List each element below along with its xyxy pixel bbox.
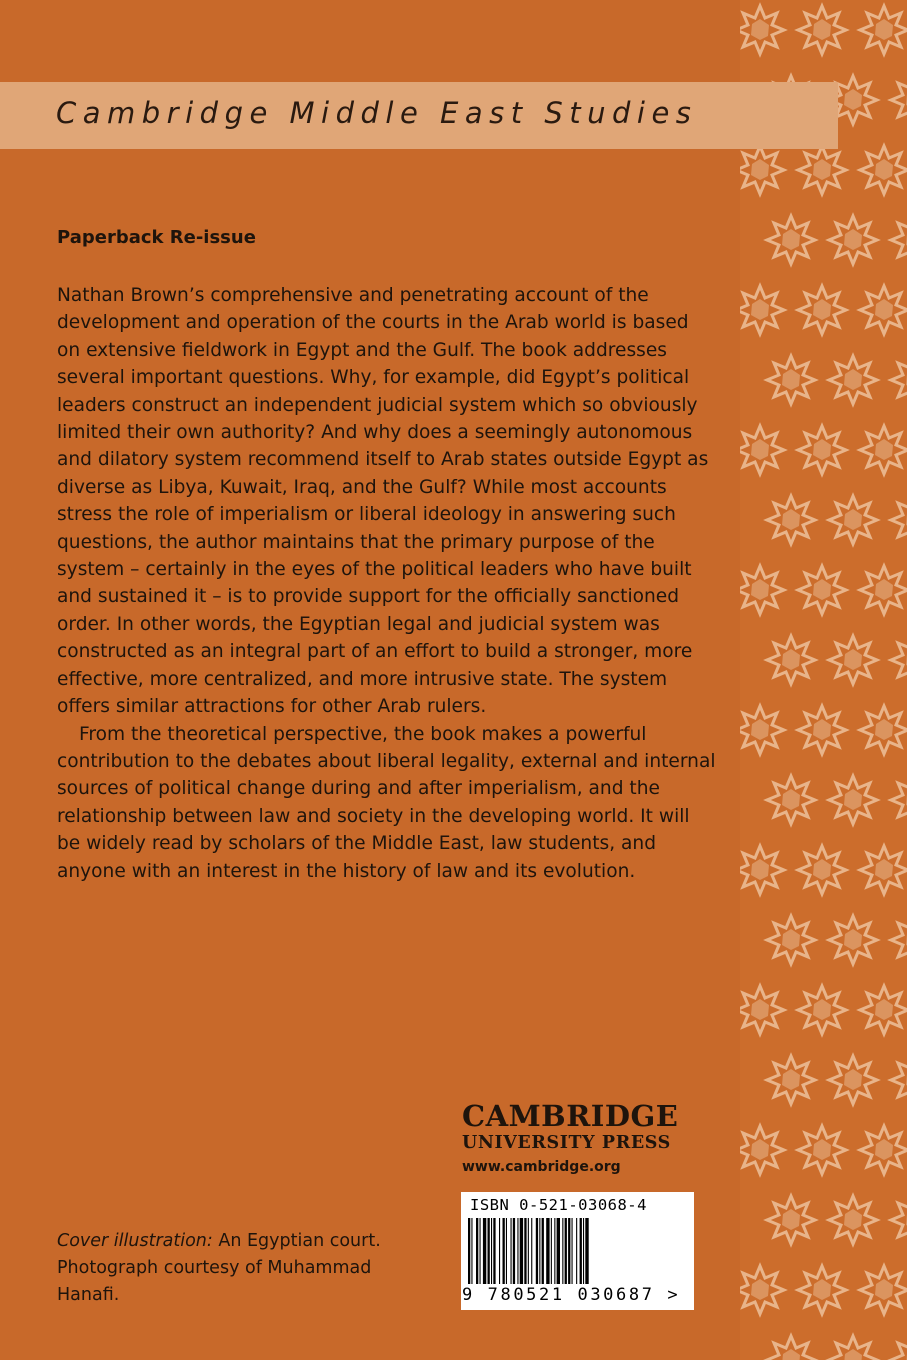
barcode-bar (471, 1218, 472, 1284)
pattern-tile (782, 929, 800, 950)
publisher-logo (462, 1100, 702, 1175)
pattern-tile (751, 579, 769, 600)
pattern-tile (813, 999, 831, 1020)
barcode-bar (580, 1218, 582, 1284)
pattern-tile (782, 509, 800, 530)
pattern-tile (813, 159, 831, 180)
pattern-tile (844, 1069, 862, 1090)
barcode-bar (576, 1218, 577, 1284)
barcode-bar (551, 1218, 552, 1284)
pattern-tile (875, 1139, 893, 1160)
blurb-paragraph-1: Nathan Brown’s comprehensive and penetrating account of the development and operation of the courts in the Arab world is based on extensive fieldwork in Egypt and the Gulf. The book addresses several important questions. Why, for example, did Egypt’s political leaders construct an independent judicial system which so obviously limited their own authority? And why does a seemingly autonomous and dilatory system recommend itself to Arab states outside Egypt as diverse as Libya, Kuwait, Iraq, and the Gulf? While most accounts stress the role of imperialism or liberal ideology in answering such questions, the author maintains that the primary purpose of the system – certainly in the eyes of the political leaders who have built and sustained it – is to provide support for the officially sanctioned order. In other words, the Egyptian legal and judicial system was constructed as an integral part of an effort to build a stronger, more effective, more centralized, and more intrusive state. The system offers similar attractions for other Arab rulers. (57, 285, 709, 718)
pattern-tile (875, 159, 893, 180)
barcode-bar (520, 1218, 523, 1284)
pattern-tile (782, 1349, 800, 1360)
pattern-tile (875, 859, 893, 880)
barcode-bar (542, 1218, 544, 1284)
pattern-tile (813, 719, 831, 740)
barcode-bar (585, 1218, 588, 1284)
pattern-tile (751, 999, 769, 1020)
barcode-bar (528, 1218, 529, 1284)
pattern-star (891, 496, 907, 544)
barcode-bar (554, 1218, 555, 1284)
barcode-bar (493, 1218, 495, 1284)
pattern-tile (875, 999, 893, 1020)
barcode-bar (476, 1218, 478, 1284)
barcode-bar (480, 1218, 481, 1284)
pattern-tile (844, 929, 862, 950)
pattern-tile (844, 509, 862, 530)
pattern-tile (751, 159, 769, 180)
barcode-bar (513, 1218, 515, 1284)
barcode-bar (524, 1218, 526, 1284)
pattern-tile (782, 1069, 800, 1090)
pattern-tile (782, 649, 800, 670)
cover-credit (57, 1228, 417, 1309)
pattern-tile (782, 229, 800, 250)
pattern-tile (844, 229, 862, 250)
geometric-pattern-strip (740, 0, 907, 1360)
barcode-bar (536, 1218, 538, 1284)
publisher-name: CAMBRIDGE (462, 1099, 679, 1133)
pattern-tile (751, 299, 769, 320)
barcode-bar (499, 1218, 500, 1284)
barcode-bar (488, 1218, 490, 1284)
edition-label: Paperback Re-issue (57, 227, 256, 248)
credit-text: An Egyptian court. Photograph courtesy of Muhammad Hanafi. (57, 1231, 381, 1305)
pattern-tile (813, 859, 831, 880)
pattern-tile (844, 649, 862, 670)
barcode-bar (483, 1218, 486, 1284)
pattern-star (891, 1336, 907, 1360)
barcode-bar (568, 1218, 570, 1284)
pattern-tile (844, 1209, 862, 1230)
barcode-bar (583, 1218, 584, 1284)
barcode-bar (511, 1218, 512, 1284)
pattern-tile (875, 439, 893, 460)
pattern-tile (813, 1279, 831, 1300)
barcode-bar (506, 1218, 507, 1284)
barcode-bar (565, 1218, 567, 1284)
pattern-tile (875, 719, 893, 740)
barcode-bar (546, 1218, 549, 1284)
pattern-tile (813, 299, 831, 320)
pattern-tile (751, 719, 769, 740)
pattern-tile (844, 1349, 862, 1360)
pattern-star (891, 216, 907, 264)
pattern-tile (782, 369, 800, 390)
pattern-tile (875, 579, 893, 600)
pattern-tile (751, 859, 769, 880)
credit-label: Cover illustration: (57, 1231, 213, 1251)
pattern-tile (751, 439, 769, 460)
pattern-star (891, 356, 907, 404)
publisher-url: www.cambridge.org (462, 1159, 621, 1175)
pattern-tile (844, 369, 862, 390)
pattern-star (891, 776, 907, 824)
barcode-bar (539, 1218, 540, 1284)
barcode-bar (517, 1218, 518, 1284)
pattern-tile (813, 439, 831, 460)
barcode-bar (491, 1218, 492, 1284)
pattern-tile (782, 1209, 800, 1230)
barcode-bar (572, 1218, 573, 1284)
pattern-tile (875, 19, 893, 40)
pattern-tile (813, 579, 831, 600)
pattern-tile (875, 1279, 893, 1300)
pattern-star (891, 636, 907, 684)
barcode-bar (531, 1218, 532, 1284)
pattern-tile (782, 789, 800, 810)
pattern-tile (751, 1139, 769, 1160)
barcode-digits: 9 780521 030687 > (462, 1285, 681, 1305)
series-title: Cambridge Middle East Studies (56, 96, 698, 130)
pattern-tile (813, 1139, 831, 1160)
barcode-bar (468, 1218, 470, 1284)
pattern-tile (875, 299, 893, 320)
blurb (57, 282, 717, 885)
arabesque-pattern (740, 0, 907, 1360)
pattern-star (891, 76, 907, 124)
barcode-bar (557, 1218, 560, 1284)
pattern-tile (844, 789, 862, 810)
pattern-tile (751, 19, 769, 40)
isbn-text: ISBN 0-521-03068-4 (470, 1196, 647, 1214)
publisher-subtitle: UNIVERSITY PRESS (462, 1133, 671, 1153)
blurb-paragraph-2: From the theoretical perspective, the book makes a powerful contribution to the debates about liberal legality, external and internal sources of political change during and after imperialism, and the relationship between law and society in the developing world. It will be widely read by scholars of the Middle East, law students, and anyone with an interest in the history of law and its evolution. (57, 723, 716, 882)
pattern-star (891, 916, 907, 964)
barcode-bar (503, 1218, 505, 1284)
pattern-tile (813, 19, 831, 40)
pattern-star (891, 1056, 907, 1104)
barcode (468, 1218, 690, 1284)
barcode-bar (562, 1218, 563, 1284)
pattern-star (891, 1196, 907, 1244)
pattern-tile (751, 1279, 769, 1300)
pattern-tile (844, 89, 862, 110)
